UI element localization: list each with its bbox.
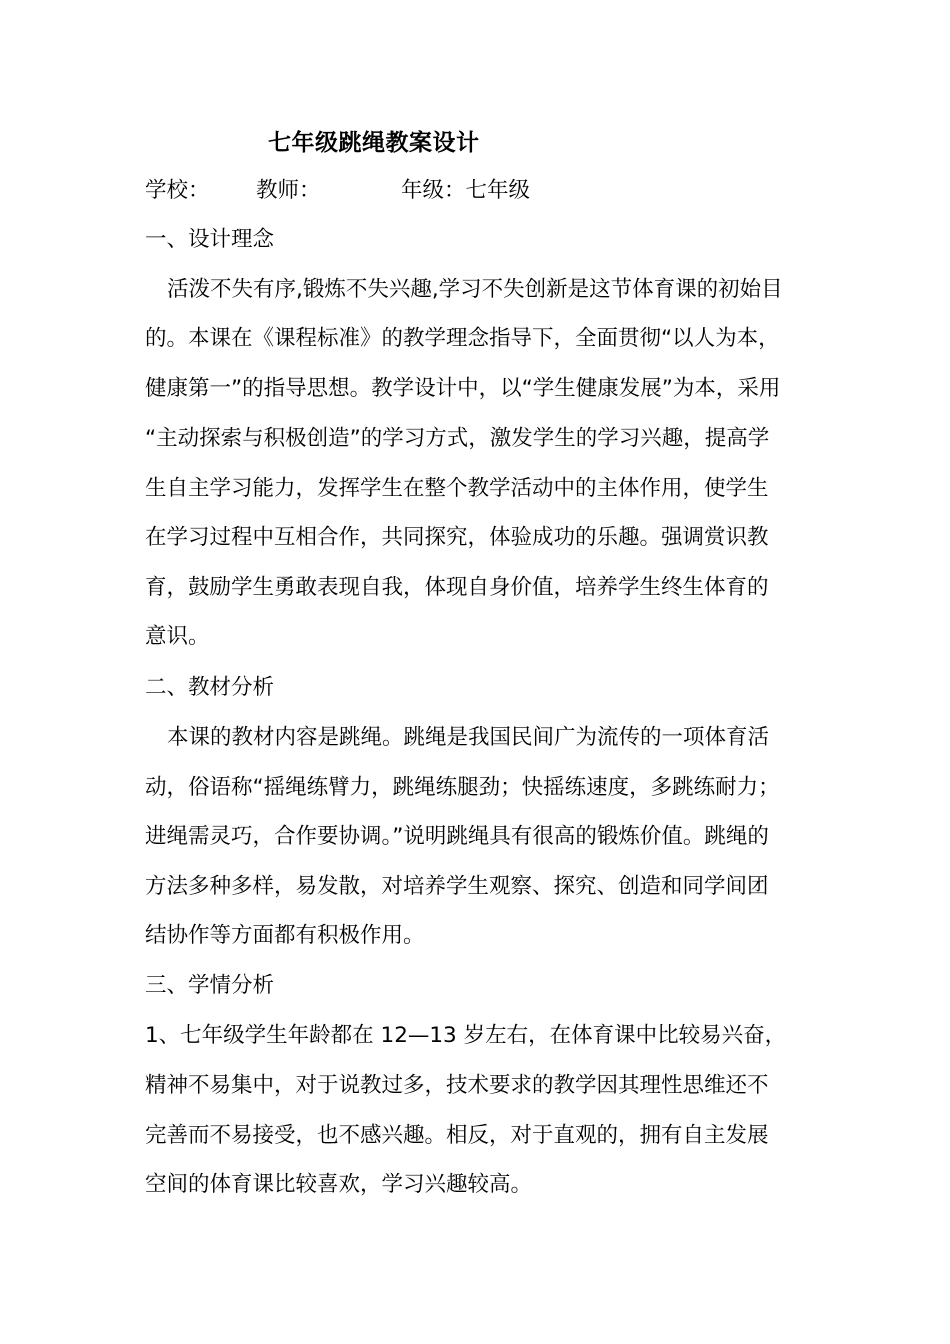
paragraph-line: 的。本课在《课程标准》的教学理念指导下，全面贯彻“以人为本， — [145, 326, 780, 351]
section-heading-learner-analysis: 三、学情分析 — [145, 973, 275, 998]
paragraph-line: 方法多种多样，易发散，对培养学生观察、探究、创造和同学间团 — [145, 874, 769, 899]
paragraph-line: “主动探索与积极创造”的学习方式，激发学生的学习兴趣，提高学 — [145, 426, 770, 451]
meta-teacher: 教师： — [256, 178, 321, 203]
section-heading-material-analysis: 二、教材分析 — [145, 675, 275, 700]
paragraph-line: 精神不易集中，对于说教过多，技术要求的教学因其理性思维还不 — [145, 1073, 769, 1098]
paragraph-line: 进绳需灵巧，合作要协调。”说明跳绳具有很高的锻炼价值。跳绳的 — [145, 824, 769, 849]
paragraph-line: 本课的教材内容是跳绳。跳绳是我国民间广为流传的一项体育活 — [167, 725, 770, 750]
document-title: 七年级跳绳教案设计 — [268, 130, 480, 156]
paragraph-line: 育，鼓励学生勇敢表现自我，体现自身价值，培养学生终生体育的 — [145, 575, 769, 600]
paragraph-line: 1、七年级学生年龄都在 12—13 岁左右，在体育课中比较易兴奋， — [145, 1023, 787, 1048]
paragraph-line: 在学习过程中互相合作，共同探究，体验成功的乐趣。强调赏识教 — [145, 525, 769, 550]
paragraph-line: 结协作等方面都有积极作用。 — [145, 923, 425, 948]
paragraph-line: 动，俗语称“摇绳练臂力，跳绳练腿劲；快摇练速度，多跳练耐力； — [145, 775, 780, 800]
paragraph-line: 活泼不失有序,锻炼不失兴趣,学习不失创新是这节体育课的初始目 — [167, 277, 783, 302]
paragraph-line: 生自主学习能力，发挥学生在整个教学活动中的主体作用，使学生 — [145, 476, 769, 501]
meta-grade: 年级：七年级 — [401, 178, 531, 203]
paragraph-line: 完善而不易接受，也不感兴趣。相反，对于直观的，拥有自主发展 — [145, 1123, 769, 1148]
meta-school: 学校： — [145, 178, 210, 203]
paragraph-line: 健康第一”的指导思想。教学设计中，以“学生健康发展”为本，采用 — [145, 376, 781, 401]
paragraph-line: 意识。 — [145, 624, 210, 649]
section-heading-design-concept: 一、设计理念 — [145, 227, 275, 252]
paragraph-line: 空间的体育课比较喜欢，学习兴趣较高。 — [145, 1172, 533, 1197]
